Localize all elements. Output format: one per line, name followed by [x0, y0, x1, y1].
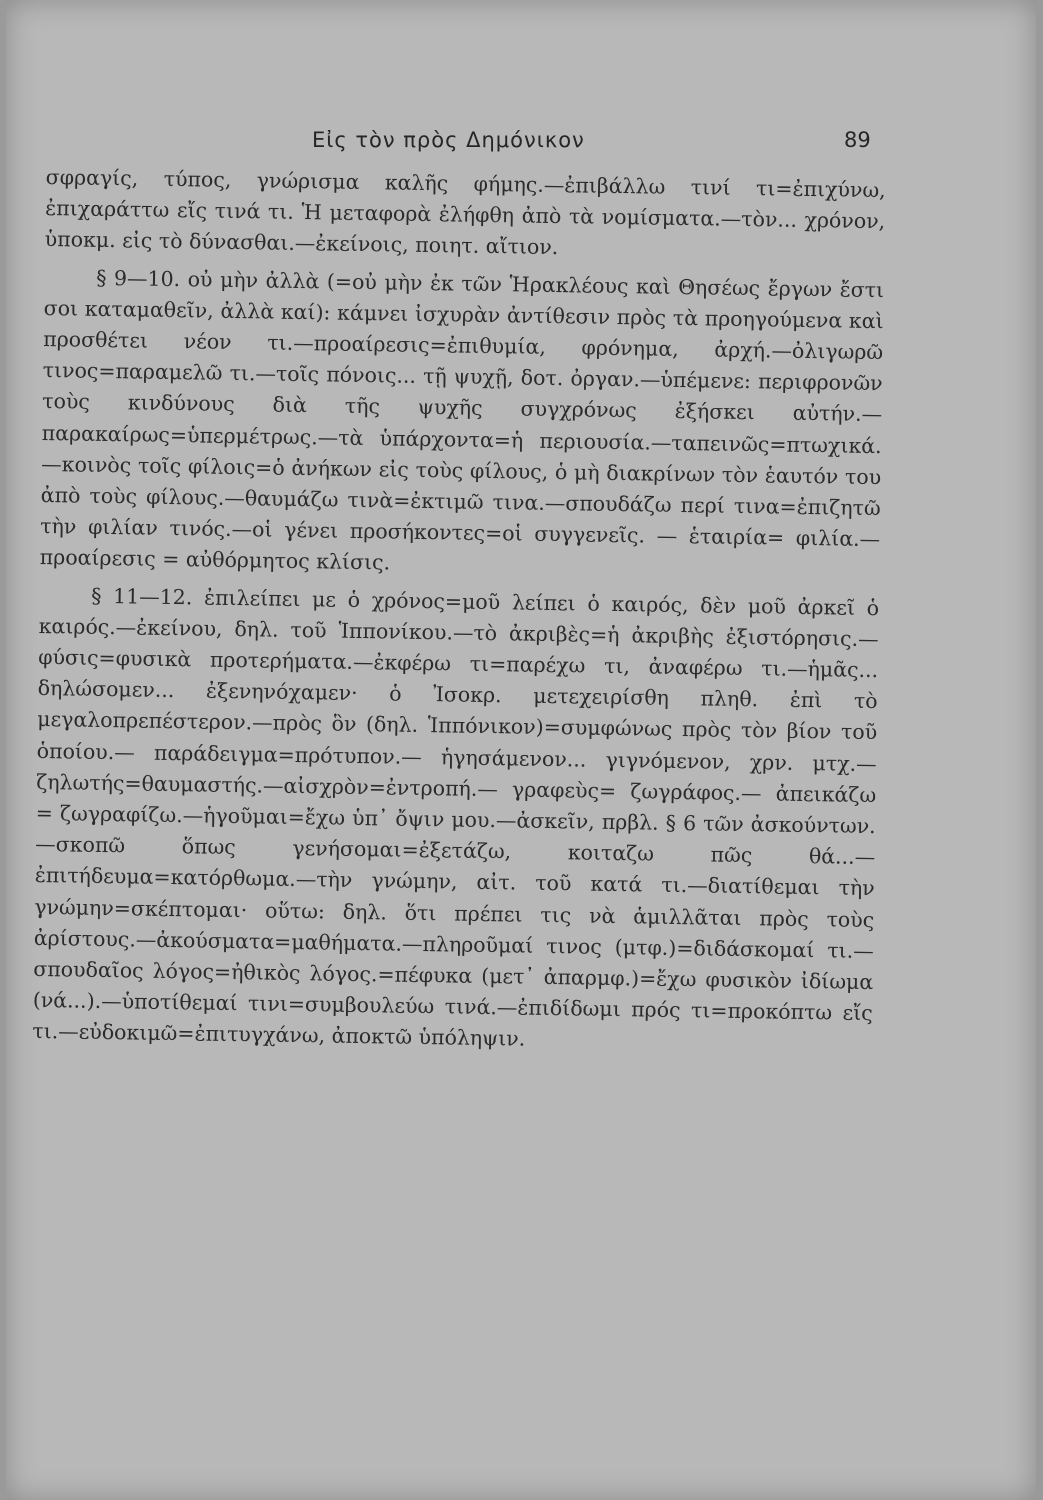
page-number: 89	[844, 128, 871, 152]
running-title: Εἰς τὸν πρὸς Δημόνικον	[312, 128, 585, 152]
paragraph-opening: σφραγίς, τύπος, γνώρισμα καλῆς φήμης.—ἐπιβάλλω τινί τι=ἐπιχύνω, ἐπιχαράττω εἴς τινά τι. Ἡ μεταφορὰ ἐλήφθη ἀπὸ τὰ νομίσματα.—τὸν... χρόνον, ὑποκμ. εἰς τὸ δύνασθαι.—ἐκείνοις, ποιητ. αἴτιον.	[44, 164, 886, 260]
paragraph-section-9-10: § 9—10. οὐ μὴν ἀλλὰ (=οὐ μὴν ἐκ τῶν Ἡρακλέους καὶ Θησέως ἔργων ἔστι σοι καταμαθεῖν, ἀλλὰ καί): κάμνει ἰσχυρὰν ἀντίθεσιν πρὸς τὰ προηγούμενα καὶ προσθέτει νέον τι.—προαίρεσις=ἐπιθυμία, φρόνημα, ἀρχή.—ὀλιγωρῶ τινος=παραμελῶ τι.—τοῖς πόνοις... τῇ ψυχῇ, δοτ. ὀργαν.—ὑπέμενε: περιφρονῶν τοὺς κινδύνους διὰ τῆς ψυχῆς συγχρόνως ἐξήσκει αὐτήν.—παρακαίρως=ὑπερμέτρως.—τὰ ὑπάρχοντα=ἡ περιουσία.—ταπεινῶς=πτωχικά.—κοινὸς τοῖς φίλοις=ὁ ἀνήκων εἰς τοὺς φίλους, ὁ μὴ διακρίνων τὸν ἑαυτόν του ἀπὸ τοὺς φίλους.—θαυμάζω τινὰ=ἐκτιμῶ τινα.—σπουδάζω περί τινα=ἐπιζητῶ τὴν φιλίαν τινός.—οἱ γένει προσήκοντες=οἱ συγγενεῖς. — ἑταιρία= φιλία.— προαίρεσις = αὐθόρμητος κλίσις.	[39, 265, 885, 575]
paragraph-section-11-12: § 11—12. ἐπιλείπει με ὁ χρόνος=μοῦ λείπει ὁ καιρός, δὲν μοῦ ἀρκεῖ ὁ καιρός.—ἐκείνου, δηλ. τοῦ Ἱππονίκου.—τὸ ἀκριβὲς=ἡ ἀκριβὴς ἐξιστόρησις.—φύσις=φυσικὰ προτερήματα.—ἐκφέρω τι=παρέχω τι, ἀναφέρω τι.—ἡμᾶς... δηλώσομεν... ἐξενηνόχαμεν· ὁ Ἰσοκρ. μετεχειρίσθη πληθ. ἐπὶ τὸ μεγαλοπρεπέστερον.—πρὸς ὃν (δηλ. Ἱππόνικον)=συμφώνως πρὸς τὸν βίον τοῦ ὁποίου.— παράδειγμα=πρότυπον.— ἡγησάμενον... γιγνόμενον, χρν. μτχ.—ζηλωτής=θαυμαστής.—αἰσχρὸν=ἐντροπή.— γραφεὺς= ζωγράφος.— ἀπεικάζω = ζωγραφίζω.—ἡγοῦμαι=ἔχω ὑπ᾿ ὄψιν μου.—ἀσκεῖν, πρβλ. § 6 τῶν ἀσκούντων.—σκοπῶ ὅπως γενήσομαι=ἐξετάζω, κοιταζω πῶς θά...—ἐπιτήδευμα=κατόρθωμα.—τὴν γνώμην, αἰτ. τοῦ κατά τι.—διατίθεμαι τὴν γνώμην=σκέπτομαι· οὕτω: δηλ. ὅτι πρέπει τις νὰ ἁμιλλᾶται πρὸς τοὺς ἀρίστους.—ἀκούσματα=μαθήματα.—πληροῦμαί τινος (μτφ.)=διδάσκομαί τι.—σπουδαῖος λόγος=ἠθικὸς λόγος.=πέφυκα (μετ᾿ ἀπαρμφ.)=ἔχω φυσικὸν ἰδίωμα (νά...).—ὑποτίθεμαί τινι=συμβουλεύω τινά.—ἐπιδίδωμι πρός τι=προκόπτω εἴς τι.—εὐδοκιμῶ=ἐπιτυγχάνω, ἀποκτῶ ὑπόληψιν.	[32, 583, 880, 1052]
book-page	[6, 0, 1036, 1500]
commentary-text	[32, 162, 886, 1061]
